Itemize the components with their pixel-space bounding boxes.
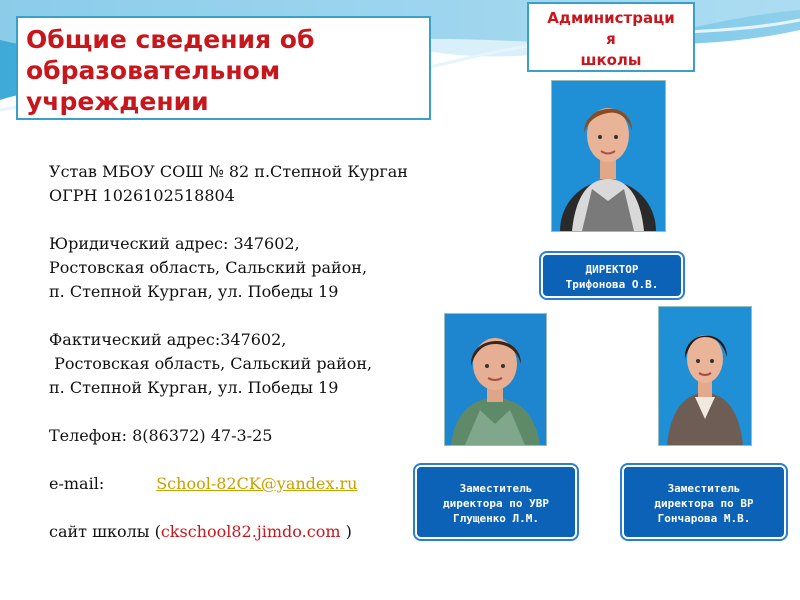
phone-text: Телефон: 8(86372) 47-3-25: [49, 426, 273, 445]
website-label: сайт школы (: [49, 522, 161, 541]
director-name: Трифонова О.В.: [565, 278, 659, 291]
title-box: [16, 16, 431, 120]
deputy-uvr-position: директора по УВР: [443, 497, 549, 510]
email-link[interactable]: School-82CK@yandex.ru: [156, 474, 358, 493]
website-close-paren: ): [340, 522, 352, 541]
director-role: ДИРЕКТОР: [585, 263, 639, 276]
email-row: [49, 472, 357, 496]
admin-line-2: я: [606, 30, 616, 48]
legal-address-line-1: Юридический адрес: 347602,: [49, 234, 300, 253]
legal-address-line-3: п. Степной Курган, ул. Победы 19: [49, 282, 339, 301]
deputy-vr-title: Заместитель: [667, 482, 741, 495]
page-title: [26, 24, 426, 117]
legal-address-line-2: Ростовская область, Сальский район,: [49, 258, 368, 277]
admin-line-1: Администраци: [547, 9, 675, 27]
administration-box: [527, 2, 695, 72]
title-line-1: Общие сведения об: [26, 25, 315, 54]
deputy-uvr-title: Заместитель: [459, 482, 533, 495]
director-card: [541, 253, 683, 298]
email-label: e-mail:: [49, 474, 105, 493]
ogrn-text: ОГРН 1026102518804: [49, 186, 235, 205]
website-link[interactable]: ckschool82.jimdo.com: [160, 522, 341, 541]
actual-address-line-1: Фактический адрес:347602,: [49, 330, 287, 349]
admin-line-3: школы: [580, 51, 642, 69]
website-row: [49, 520, 352, 544]
deputy-uvr-photo: [444, 313, 547, 446]
actual-address-line-2: Ростовская область, Сальский район,: [49, 354, 373, 373]
charter-text: Устав МБОУ СОШ № 82 п.Степной Курган: [49, 162, 408, 181]
deputy-vr-photo: [658, 306, 752, 446]
title-line-3: учреждении: [26, 87, 209, 116]
deputy-uvr-card: [415, 465, 577, 539]
title-line-2: образовательном: [26, 56, 281, 85]
deputy-uvr-name: Глущенко Л.М.: [452, 512, 540, 525]
director-photo: [551, 80, 666, 232]
actual-address-line-3: п. Степной Курган, ул. Победы 19: [49, 378, 339, 397]
deputy-vr-name: Гончарова М.В.: [657, 512, 751, 525]
administration-heading: [529, 8, 693, 71]
deputy-vr-position: директора по ВР: [654, 497, 754, 510]
deputy-vr-card: [622, 465, 786, 539]
